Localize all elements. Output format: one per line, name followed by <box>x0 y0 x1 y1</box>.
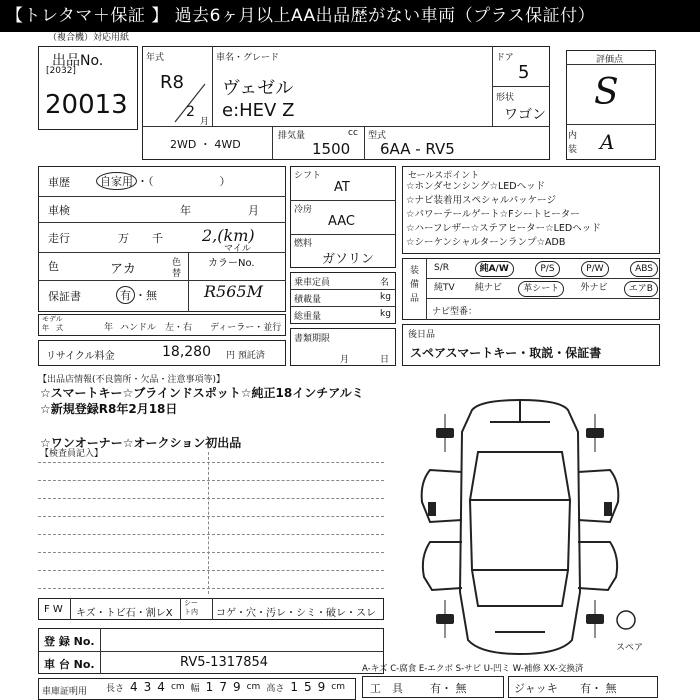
cm-unit: cm <box>170 682 185 692</box>
chassis-value: RV5-1317854 <box>180 655 269 670</box>
registration-label: 登 録 No. <box>44 635 95 648</box>
navi-model-label: ナビ型番： <box>432 307 478 317</box>
shape-value: ワゴン <box>504 107 546 123</box>
fw-text: キズ・トビ石・割レX <box>76 608 173 619</box>
color-label: 色 <box>48 260 59 273</box>
dim-wide-label: 幅 <box>190 683 200 694</box>
sales-label: セールスポイント <box>408 171 480 181</box>
equip-navi: 純ナビ <box>474 283 502 293</box>
tool-yes: 有 <box>430 682 441 695</box>
recycle-label: リサイクル料金 <box>46 351 115 362</box>
model-year-unit: 年 <box>104 323 114 333</box>
seat-text: コゲ・穴・汚レ・シミ・破レ・スレ <box>216 608 376 619</box>
inspection-year-unit: 年 <box>180 204 191 217</box>
doors-label: ドア <box>496 53 514 63</box>
mile-unit: マイル <box>224 244 251 254</box>
equip-sunroof: S/R <box>434 263 449 273</box>
tool-label: 工 具 <box>370 682 403 695</box>
dim-wide-digit: 9 <box>232 680 241 694</box>
shift-label: シフト <box>294 171 322 181</box>
docs-label: 書類期限 <box>294 334 331 344</box>
sales-point: ☆ハーフレザー☆ステアヒーター☆LEDヘッド <box>406 223 601 234</box>
model-row-1: モデル <box>42 315 63 323</box>
gross-label: 総重量 <box>294 312 322 322</box>
inspection-label: 車検 <box>48 204 70 217</box>
note-line-2: ☆新規登録R8年2月18日 <box>40 402 178 416</box>
inspector-label: 【検査員記入】 <box>40 449 104 459</box>
equip-label-3: 品 <box>410 294 420 304</box>
equip-airbag: エアB <box>624 281 658 297</box>
dim-high-digit: 5 <box>303 680 312 694</box>
mileage-sen-unit: 千 <box>152 232 163 245</box>
jack-no: ・ 無 <box>591 682 617 695</box>
equip-abs: ABS <box>630 261 658 277</box>
drive-type: 2WD ・ 4WD <box>170 138 241 151</box>
history-rest: ・（ ） <box>137 175 231 188</box>
shape-label: 形状 <box>496 93 515 103</box>
header-banner: 【トレタマ＋保証 】 過去6ヶ月以上AA出品歴がない車両（プラス保証付） <box>0 0 700 32</box>
color-no-label: カラーNo. <box>208 258 255 269</box>
cm-unit: cm <box>246 682 261 692</box>
cm-unit: cm <box>331 682 345 692</box>
handle-side: ハンドル 左・右 <box>120 323 193 333</box>
interior-label-1: 内 <box>568 131 578 141</box>
sales-point: ☆ナビ装着用スペシャルパッケージ <box>406 195 556 206</box>
equip-alloy-wheels: 純A/W <box>475 261 514 277</box>
gross-unit: kg <box>380 309 391 319</box>
displacement-value: 1500 <box>312 140 351 158</box>
mileage-man-unit: 万 <box>118 232 129 245</box>
fuel-label: 燃料 <box>294 239 313 249</box>
dim-high-digit: 1 <box>290 680 298 694</box>
equip-tv: 純TV <box>434 283 455 293</box>
capacity-unit: 名 <box>380 278 390 288</box>
note-line-3: ☆ワンオーナー☆オークション初出品 <box>40 436 242 450</box>
lot-label: 出品No. <box>52 53 104 69</box>
equip-ext-navi: 外ナビ <box>580 283 608 293</box>
year-label: 年式 <box>146 53 165 63</box>
cooling-value: AAC <box>328 214 355 229</box>
interior-label-2: 装 <box>568 145 578 155</box>
history-label: 車歴 <box>48 176 70 189</box>
lot-code: [2032] <box>46 66 76 76</box>
warranty-yes: 有 <box>116 286 135 304</box>
history-value: 自家用 <box>96 172 137 190</box>
note-line-1: ☆スマートキー☆ブラインドスポット☆純正18インチアルミ <box>40 386 364 400</box>
equip-label-2: 備 <box>410 280 420 290</box>
warranty-no: ・無 <box>135 289 157 302</box>
month-unit: 月 <box>200 117 210 127</box>
cooling-label: 冷房 <box>294 205 313 215</box>
color-change-2: 替 <box>172 269 182 279</box>
damage-legend: A-キズ C-腐食 E-エクボ S-サビ U-凹ミ W-補修 XX-交換済 <box>362 664 584 674</box>
warranty-label: 保証書 <box>48 290 81 303</box>
sales-point: ☆ホンダセンシング☆LEDヘッド <box>406 181 546 192</box>
model-value: 6AA - RV5 <box>380 140 455 158</box>
mileage-label: 走行 <box>48 232 70 245</box>
model-row-2: 年 式 <box>42 324 63 332</box>
seat-label-1: シー <box>184 599 198 607</box>
docs-month: 月 <box>340 355 350 365</box>
dim-wide-digit: 1 <box>205 680 214 694</box>
year-value: R8 <box>160 72 184 93</box>
dim-long-digit: 3 <box>143 680 152 694</box>
spare-label: スペア <box>616 643 644 653</box>
dim-long-label: 長さ <box>106 683 125 694</box>
model-label: 型式 <box>368 131 387 141</box>
jack-label: ジャッキ <box>514 682 558 695</box>
equip-label-1: 装 <box>410 266 420 276</box>
car-diagram <box>400 392 640 662</box>
inspection-month-unit: 月 <box>248 204 259 217</box>
load-label: 積載量 <box>294 295 322 305</box>
jack-yes: 有 <box>580 682 591 695</box>
shift-value: AT <box>334 180 350 195</box>
store-note-label: 【出品店情報(不良箇所・欠品・注意事項等)】 <box>38 375 226 385</box>
docs-day: 日 <box>380 355 390 365</box>
lot-number: 20013 <box>45 90 128 120</box>
dim-high-label: 高さ <box>266 683 285 694</box>
after-label: 後日品 <box>408 330 436 340</box>
doors-value: 5 <box>518 62 530 83</box>
equip-leather-seat: 革シート <box>518 281 564 297</box>
color-change-1: 色 <box>172 258 182 268</box>
dim-long-digit: 4 <box>157 680 165 694</box>
sales-point: ☆パワーテールゲート☆Fシートヒーター <box>406 209 580 220</box>
capacity-label: 乗車定員 <box>294 278 331 288</box>
chassis-label: 車 台 No. <box>44 658 95 671</box>
mileage-value: 2,(km) <box>202 226 255 245</box>
tool-no: ・ 無 <box>441 682 467 695</box>
displacement-label: 排気量 <box>278 131 306 141</box>
equip-power-steering: P/S <box>535 261 559 277</box>
seat-label-2: ト内 <box>184 608 198 616</box>
car-name: ヴェゼル <box>222 78 294 99</box>
equip-power-windows: P/W <box>581 261 608 277</box>
sales-point: ☆シーケンシャルターンランプ☆ADB <box>406 237 566 248</box>
color-value: アカ <box>110 262 136 277</box>
sub-note: （複合機）対応用紙 <box>48 33 130 43</box>
name-label: 車名・グレード <box>216 53 280 63</box>
garage-cert-label: 車庫証明用 <box>42 687 88 697</box>
car-grade: e:HEV Z <box>222 100 295 121</box>
recycle-unit: 円 預託済 <box>226 351 265 361</box>
after-value: スペアスマートキー・取説・保証書 <box>410 346 602 360</box>
recycle-value: 18,280 <box>162 344 211 360</box>
score-value: S <box>594 72 619 113</box>
dim-wide-digit: 7 <box>219 680 227 694</box>
interior-value: A <box>600 130 615 154</box>
score-label: 評価点 <box>596 55 624 65</box>
dim-long-digit: 4 <box>130 680 138 694</box>
cc-unit: cc <box>348 128 358 138</box>
fw-label: F W <box>44 604 63 615</box>
dim-high-digit: 9 <box>317 680 326 694</box>
color-no-value: R565M <box>204 282 263 301</box>
fuel-value: ガソリン <box>322 252 375 267</box>
dealer-type: ディーラー・並行 <box>210 323 282 333</box>
load-unit: kg <box>380 292 391 302</box>
month-value: 2 <box>186 104 195 120</box>
